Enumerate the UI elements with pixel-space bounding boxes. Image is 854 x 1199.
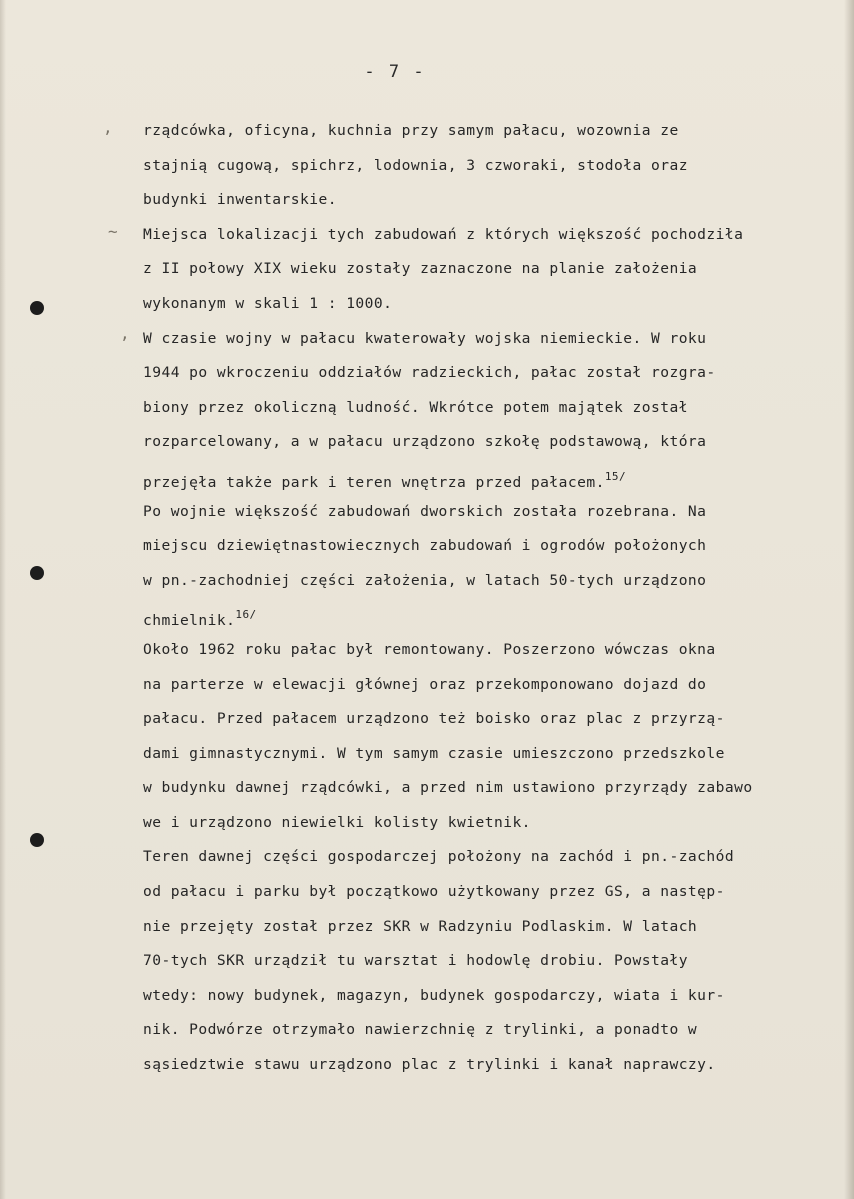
line-text: wykonanym w skali 1 : 1000. xyxy=(143,294,393,312)
line-text: 1944 po wkroczeniu oddziałów radzieckich, pałac został rozgra- xyxy=(143,364,716,382)
text-line xyxy=(143,633,843,668)
margin-tick-mark: , xyxy=(120,324,130,343)
line-text: nik. Podwórze otrzymało nawierzchnię z trylinki, a ponadto w xyxy=(143,1021,698,1039)
line-text: budynki inwentarskie. xyxy=(143,191,337,209)
line-text: dami gimnastycznymi. W tym samym czasie umieszczono przedszkole xyxy=(143,744,725,762)
line-text: na parterze w elewacji głównej oraz przekomponowano dojazd do xyxy=(143,675,707,693)
line-text: stajnią cugową, spichrz, lodownia, 3 czworaki, stodoła oraz xyxy=(143,156,688,174)
line-text: Teren dawnej części gospodarczej położony na zachód i pn.-zachód xyxy=(143,848,735,866)
punch-hole-bottom xyxy=(30,833,44,847)
text-line xyxy=(143,1013,843,1048)
text-line xyxy=(143,460,843,495)
text-line xyxy=(143,806,843,841)
text-line xyxy=(143,702,843,737)
text-line xyxy=(143,668,843,703)
line-text: rządcówka, oficyna, kuchnia przy samym pałacu, wozownia ze xyxy=(143,122,679,139)
text-line xyxy=(143,287,843,322)
page-right-shadow xyxy=(844,0,854,1199)
text-line xyxy=(143,979,843,1014)
line-text: chmielnik. xyxy=(143,612,236,630)
line-text: biony przez okoliczną ludność. Wkrótce potem majątek został xyxy=(143,398,688,416)
body-text xyxy=(143,114,843,1083)
footnote-marker: 16/ xyxy=(235,608,257,622)
text-line xyxy=(143,218,843,253)
text-line xyxy=(143,771,843,806)
text-line xyxy=(143,322,843,357)
line-text: z II połowy XIX wieku zostały zaznaczone na planie założenia xyxy=(143,260,698,278)
line-text: Po wojnie większość zabudowań dworskich została rozebrana. Na xyxy=(143,502,707,520)
text-line xyxy=(143,1048,843,1083)
line-text: przejęła także park i teren wnętrza przed pałacem. xyxy=(143,473,605,491)
line-text: w budynku dawnej rządcówki, a przed nim ustawiono przyrządy zabawo xyxy=(143,779,753,797)
footnote-marker: 15/ xyxy=(604,469,627,483)
text-line xyxy=(143,495,843,530)
line-text: 70-tych SKR urządził tu warsztat i hodowlę drobiu. Powstały xyxy=(143,952,688,970)
text-line xyxy=(143,114,843,149)
text-line xyxy=(143,598,843,633)
line-text: miejscu dziewiętnastowiecznych zabudowań i ogrodów położonych xyxy=(143,537,707,555)
line-text: Około 1962 roku pałac był remontowany. Poszerzono wówczas okna xyxy=(143,640,716,658)
text-line xyxy=(143,944,843,979)
margin-dash-mark: ~ xyxy=(108,222,118,241)
line-text: rozparcelowany, a w pałacu urządzono szkołę podstawową, która xyxy=(143,433,707,451)
text-line xyxy=(143,356,843,391)
text-line xyxy=(143,183,843,218)
line-text: nie przejęty został przez SKR w Radzyniu Podlaskim. W latach xyxy=(143,917,698,935)
punch-hole-top xyxy=(30,301,44,315)
line-text: W czasie wojny w pałacu kwaterowały wojska niemieckie. W roku xyxy=(143,329,707,347)
line-text: wtedy: nowy budynek, magazyn, budynek gospodarczy, wiata i kur- xyxy=(143,986,725,1004)
page-number: - 7 - xyxy=(364,62,426,82)
text-line xyxy=(143,529,843,564)
line-text: pałacu. Przed pałacem urządzono też boisko oraz plac z przyrzą- xyxy=(143,710,725,728)
line-text: we i urządzono niewielki kolisty kwietnik. xyxy=(143,813,531,831)
text-line xyxy=(143,391,843,426)
text-line xyxy=(143,252,843,287)
page-left-shadow xyxy=(0,0,6,1199)
line-text: Miejsca lokalizacji tych zabudowań z których większość pochodziła xyxy=(143,225,744,243)
text-line xyxy=(143,564,843,599)
text-line xyxy=(143,737,843,772)
line-text: w pn.-zachodniej części założenia, w latach 50-tych urządzono xyxy=(143,571,707,589)
text-line xyxy=(143,149,843,184)
line-text: sąsiedztwie stawu urządzono plac z trylinki i kanał naprawczy. xyxy=(143,1056,716,1074)
line-text: od pałacu i parku był początkowo użytkowany przez GS, a następ- xyxy=(143,883,725,901)
punch-hole-middle xyxy=(30,566,44,580)
text-line xyxy=(143,425,843,460)
text-line xyxy=(143,840,843,875)
text-line xyxy=(143,910,843,945)
margin-tick-mark: , xyxy=(103,118,113,137)
text-line xyxy=(143,875,843,910)
